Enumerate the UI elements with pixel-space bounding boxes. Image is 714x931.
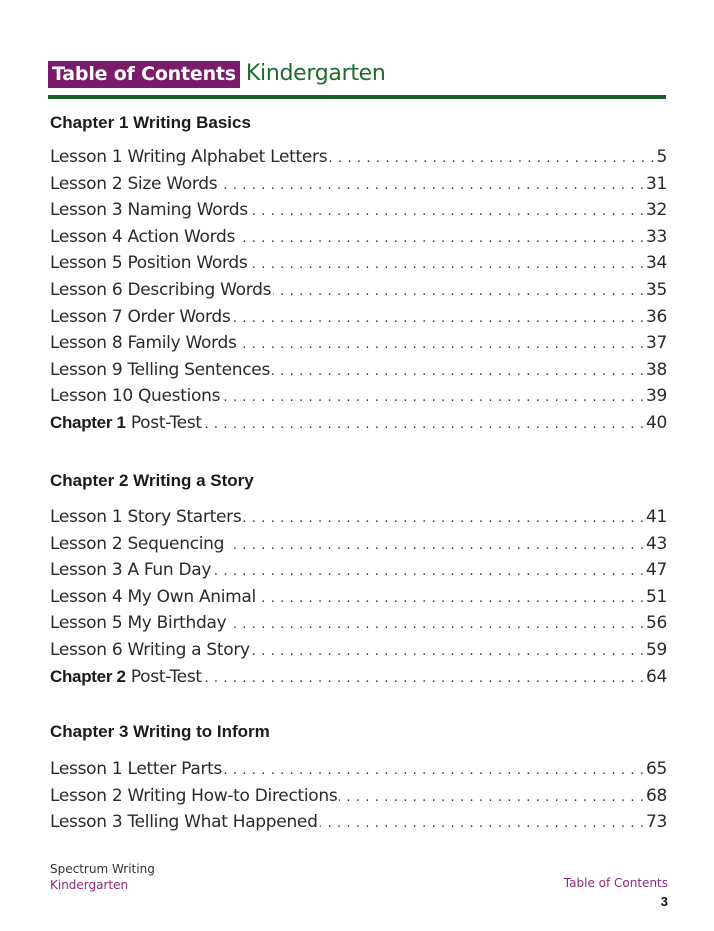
toc-entry-label bbox=[50, 386, 220, 406]
chapter-3-list bbox=[50, 759, 667, 839]
chapter-1-heading: Chapter 1 Writing Basics bbox=[50, 113, 251, 132]
toc-entry bbox=[50, 253, 667, 280]
toc-entry-title: Lesson 1 Writing Alphabet Letters bbox=[50, 147, 328, 167]
toc-entry-page: 38 bbox=[645, 359, 667, 380]
chapter-2-list bbox=[50, 507, 667, 693]
toc-entry-page: 33 bbox=[645, 226, 667, 247]
toc-entry-chapter-prefix: Chapter 2 bbox=[50, 666, 126, 686]
toc-entry bbox=[50, 667, 667, 694]
page-number: 3 bbox=[660, 894, 668, 909]
toc-entry-label bbox=[50, 360, 270, 380]
dot-leader bbox=[228, 617, 644, 632]
toc-entry-label bbox=[50, 812, 318, 832]
toc-entry-title: Lesson 3 Naming Words bbox=[50, 200, 248, 221]
toc-entry-page: 43 bbox=[645, 533, 667, 554]
toc-entry-page: 65 bbox=[645, 759, 667, 779]
toc-entry-title: Lesson 6 Writing a Story bbox=[50, 639, 250, 660]
toc-entry-label bbox=[50, 786, 337, 806]
toc-entry-title: Lesson 1 Story Starters bbox=[50, 507, 242, 527]
dot-leader bbox=[272, 364, 644, 379]
toc-entry-page: 37 bbox=[645, 333, 667, 354]
toc-entry bbox=[50, 640, 667, 667]
dot-leader bbox=[204, 417, 644, 432]
toc-entry-label bbox=[50, 667, 202, 687]
chapter-2-heading: Chapter 2 Writing a Story bbox=[50, 471, 254, 490]
toc-entry bbox=[50, 613, 667, 640]
toc-entry-title: Lesson 5 Position Words bbox=[50, 253, 248, 274]
toc-entry-title: Lesson 1 Letter Parts bbox=[50, 759, 223, 779]
toc-entry-title: Lesson 4 Action Words bbox=[50, 226, 236, 247]
toc-entry-title: Lesson 2 Size Words bbox=[50, 173, 218, 194]
toc-entry bbox=[50, 560, 667, 587]
toc-entry-label bbox=[50, 280, 271, 300]
toc-entry bbox=[50, 333, 667, 360]
toc-entry-page: 73 bbox=[645, 812, 667, 833]
dot-leader bbox=[222, 390, 644, 405]
toc-entry bbox=[50, 534, 667, 561]
toc-entry-page: 47 bbox=[645, 560, 667, 581]
footer-grade: Kindergarten bbox=[50, 878, 129, 892]
toc-entry-label bbox=[50, 560, 211, 580]
toc-entry-page: 39 bbox=[645, 386, 667, 407]
dot-leader bbox=[258, 591, 644, 606]
toc-entry-page: 68 bbox=[645, 785, 667, 806]
toc-entry bbox=[50, 307, 667, 334]
dot-leader bbox=[237, 231, 644, 246]
toc-entry-label bbox=[50, 253, 247, 273]
header-divider bbox=[48, 95, 666, 99]
chapter-3-heading: Chapter 3 Writing to Inform bbox=[50, 722, 270, 741]
toc-entry-page: 36 bbox=[645, 306, 667, 327]
chapter-1-list bbox=[50, 147, 667, 440]
toc-entry bbox=[50, 174, 667, 201]
toc-entry-page: 59 bbox=[645, 639, 667, 660]
toc-entry bbox=[50, 360, 667, 387]
dot-leader bbox=[273, 284, 644, 299]
toc-entry-label bbox=[50, 200, 248, 220]
dot-leader bbox=[320, 816, 644, 831]
dot-leader bbox=[219, 178, 644, 193]
toc-entry bbox=[50, 812, 667, 839]
toc-entry-title: Lesson 3 Telling What Happened bbox=[50, 812, 318, 833]
toc-entry-label bbox=[50, 534, 224, 554]
toc-entry-page: 5 bbox=[656, 147, 667, 167]
toc-entry-title: Lesson 3 A Fun Day bbox=[50, 560, 212, 581]
dot-leader bbox=[224, 763, 644, 778]
page-subtitle: Kindergarten bbox=[245, 61, 386, 86]
dot-leader bbox=[243, 511, 644, 526]
toc-entry-page: 35 bbox=[645, 279, 667, 300]
toc-entry bbox=[50, 759, 667, 786]
toc-entry bbox=[50, 227, 667, 254]
toc-entry-title: Lesson 7 Order Words bbox=[50, 306, 231, 327]
toc-entry-page: 32 bbox=[645, 200, 667, 221]
toc-entry-page: 64 bbox=[645, 666, 667, 687]
toc-entry bbox=[50, 786, 667, 813]
toc-entry-title: Lesson 6 Describing Words bbox=[50, 279, 272, 300]
toc-entry-title: Lesson 2 Writing How-to Directions bbox=[50, 785, 338, 806]
toc-entry-label bbox=[50, 613, 226, 633]
toc-entry-label bbox=[50, 587, 256, 607]
footer-section: Table of Contents bbox=[563, 876, 668, 890]
footer-series: Spectrum Writing bbox=[50, 862, 155, 876]
dot-leader bbox=[252, 644, 644, 659]
toc-entry-title: Lesson 8 Family Words bbox=[50, 333, 237, 354]
toc-entry-page: 40 bbox=[645, 412, 667, 433]
toc-entry-page: 56 bbox=[645, 613, 667, 634]
dot-leader bbox=[250, 204, 644, 219]
toc-entry bbox=[50, 413, 667, 440]
toc-entry-label bbox=[50, 147, 327, 167]
dot-leader bbox=[232, 311, 644, 326]
dot-leader bbox=[239, 337, 644, 352]
toc-entry bbox=[50, 200, 667, 227]
toc-entry bbox=[50, 507, 667, 534]
toc-entry-label bbox=[50, 413, 202, 433]
toc-entry-title: Post-Test bbox=[125, 412, 202, 433]
toc-entry bbox=[50, 587, 667, 614]
toc-entry-title: Lesson 9 Telling Sentences bbox=[50, 359, 271, 380]
toc-entry-title: Post-Test bbox=[125, 666, 202, 687]
dot-leader bbox=[226, 538, 644, 553]
dot-leader bbox=[329, 151, 654, 166]
toc-entry bbox=[50, 280, 667, 307]
dot-leader bbox=[204, 671, 644, 686]
toc-entry-label bbox=[50, 333, 237, 353]
toc-entry-label bbox=[50, 640, 250, 660]
toc-entry-page: 41 bbox=[645, 507, 667, 527]
toc-entry-label bbox=[50, 759, 222, 779]
toc-entry-label bbox=[50, 227, 235, 247]
page-header bbox=[48, 60, 386, 88]
footer-right bbox=[564, 875, 668, 910]
toc-entry-page: 34 bbox=[645, 253, 667, 274]
dot-leader bbox=[339, 790, 644, 805]
page-title: Table of Contents bbox=[48, 61, 240, 88]
toc-entry-title: Lesson 2 Sequencing bbox=[50, 533, 225, 554]
dot-leader bbox=[249, 257, 644, 272]
toc-entry-label bbox=[50, 174, 217, 194]
toc-entry-page: 31 bbox=[645, 173, 667, 194]
toc-entry-label bbox=[50, 507, 241, 527]
toc-entry bbox=[50, 147, 667, 174]
dot-leader bbox=[213, 564, 644, 579]
toc-entry-title: Lesson 5 My Birthday bbox=[50, 613, 227, 634]
toc-entry-chapter-prefix: Chapter 1 bbox=[50, 412, 126, 432]
footer-left bbox=[50, 861, 155, 893]
toc-entry-title: Lesson 10 Questions bbox=[50, 386, 221, 407]
toc-entry-title: Lesson 4 My Own Animal bbox=[50, 586, 256, 607]
toc-entry bbox=[50, 386, 667, 413]
toc-entry-label bbox=[50, 307, 230, 327]
toc-entry-page: 51 bbox=[645, 586, 667, 607]
